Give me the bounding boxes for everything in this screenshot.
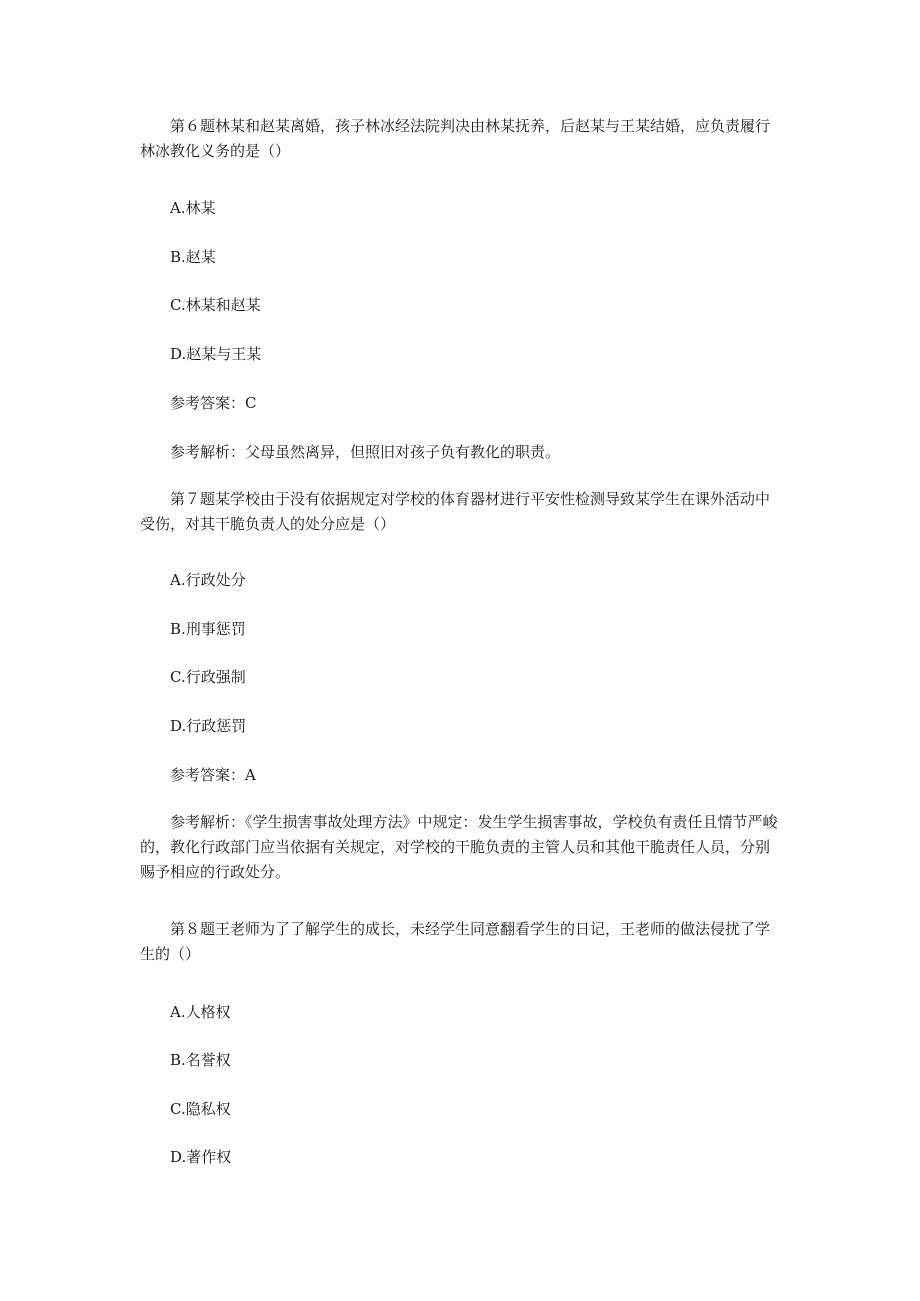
question-6-option-d: D.赵某与王某 — [170, 345, 262, 363]
question-7-analysis: 参考解析：《学生损害事故处理方法》中规定：发生学生损害事故，学校负有责任且情节严峻的，教化行政部门应当依据有关规定，对学校的干脆负责的主管人员和其他干脆责任人员，分别赐予相应的行政处分。 — [140, 813, 778, 881]
question-8-stem: 第８题王老师为了了解学生的成长，未经学生同意翻看学生的日记，王老师的做法侵扰了学生的（） — [140, 920, 771, 963]
question-6-option-a: A.林某 — [170, 199, 216, 217]
question-6-option-c: C.林某和赵某 — [170, 296, 261, 314]
question-6-analysis: 参考解析：父母虽然离异，但照旧对孩子负有教化的职责。 — [170, 443, 561, 461]
question-6-option-b: B.赵某 — [170, 248, 216, 266]
question-8-option-d: D.著作权 — [170, 1148, 232, 1166]
question-8-option-b: B.名誉权 — [170, 1051, 231, 1069]
question-6-stem: 第６题林某和赵某离婚，孩子林冰经法院判决由林某抚养，后赵某与王某结婚，应负责履行林冰教化义务的是（） — [140, 117, 771, 160]
question-6-answer: 参考答案：C — [170, 394, 257, 412]
question-7-stem: 第７题某学校由于没有依据规定对学校的体育器材进行平安性检测导致某学生在课外活动中受伤，对其干脆负责人的处分应是（） — [140, 490, 771, 533]
question-7-option-c: C.行政强制 — [170, 668, 246, 686]
question-7-option-a: A.行政处分 — [170, 571, 246, 589]
question-8-option-a: A.人格权 — [170, 1003, 231, 1021]
question-8-option-c: C.隐私权 — [170, 1100, 231, 1118]
question-7-option-b: B.刑事惩罚 — [170, 620, 246, 638]
question-7-answer: 参考答案：A — [170, 766, 256, 784]
question-7-option-d: D.行政惩罚 — [170, 717, 247, 735]
